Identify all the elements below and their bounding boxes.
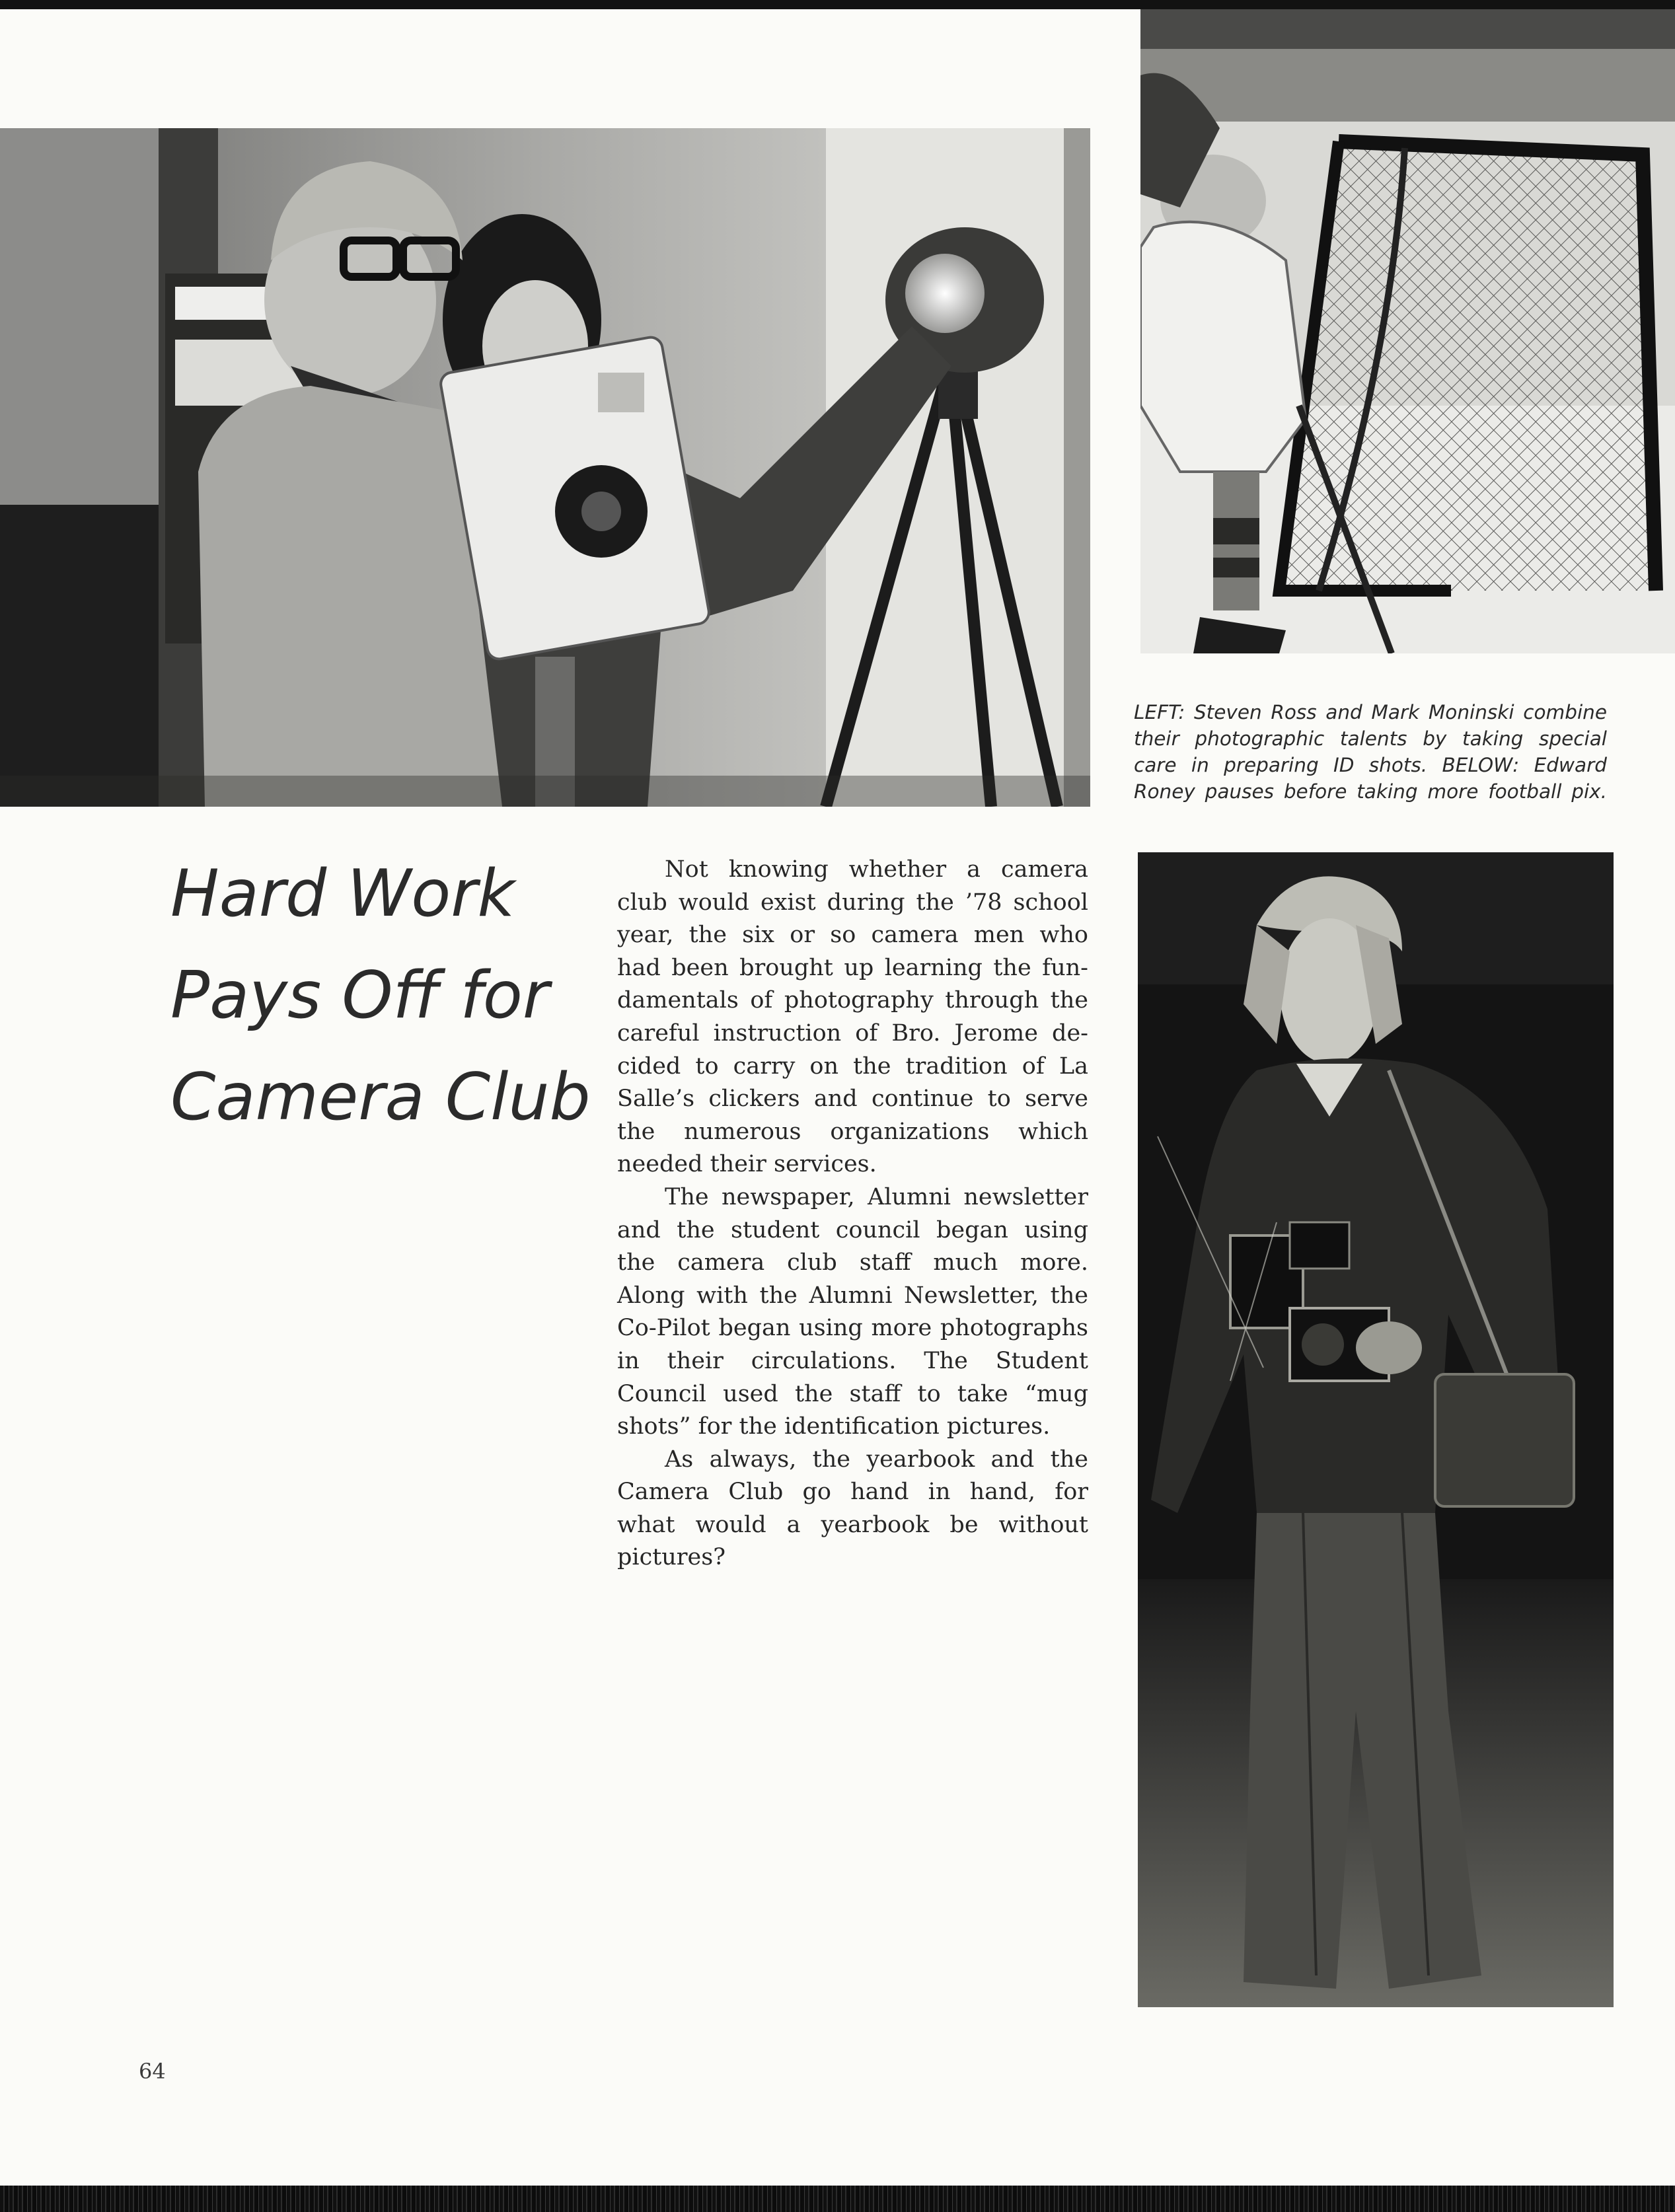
scan-bottom-edge: [0, 2186, 1675, 2212]
headline-line: Pays Off for: [170, 958, 550, 1033]
photo-camera-club-students: [0, 128, 1090, 807]
caption-line: their photographic talents by taking special: [1134, 727, 1607, 750]
page-headline: [170, 843, 593, 1148]
article-line: what would a yearbook be without: [617, 1511, 1088, 1538]
caption-line: LEFT: Steven Ross and Mark Moninski combine: [1134, 701, 1607, 723]
article-line: The newspaper, Alumni newsletter: [665, 1183, 1088, 1210]
article-line: cided to carry on the tradition of La: [617, 1052, 1088, 1080]
photo-hockey-goal-graphic: [1140, 9, 1675, 653]
article-line: had been brought up learning the fun-: [617, 954, 1088, 981]
article-line: year, the six or so camera men who: [617, 922, 1088, 949]
article-paragraph-2: [617, 1181, 1088, 1444]
article-paragraph-3: [617, 1444, 1088, 1574]
article-line: Salle’s clickers and continue to serve: [617, 1086, 1088, 1113]
article-line: As always, the yearbook and the: [665, 1446, 1088, 1473]
article-line: and the student council began using: [617, 1216, 1088, 1243]
caption-line: Roney pauses before taking more football pix.: [1134, 780, 1607, 803]
photo-camera-club-students-graphic: [0, 128, 1090, 807]
scan-top-edge: [0, 0, 1675, 9]
photo-caption: [1134, 699, 1607, 805]
photo-edward-roney: [1138, 852, 1614, 2007]
article-line: Not knowing whether a camera: [665, 856, 1088, 883]
article-paragraph-1: [617, 854, 1088, 1181]
photo-hockey-goal: [1140, 9, 1675, 653]
article-line: Council used the staff to take “mug: [617, 1380, 1088, 1407]
article-line: shots” for the identification pictures.: [617, 1413, 1051, 1440]
photo-edward-roney-graphic: [1138, 852, 1614, 2007]
caption-line: care in preparing ID shots. BELOW: Edward: [1134, 754, 1607, 776]
article-line: club would exist during the ’78 school: [617, 889, 1088, 916]
article-line: in their circulations. The Student: [617, 1347, 1088, 1374]
yearbook-page: [0, 9, 1675, 2186]
article-line: damentals of photography through the: [617, 987, 1088, 1014]
page-number: 64: [139, 2059, 166, 2084]
article-line: the camera club staff much more.: [617, 1249, 1088, 1276]
article-line: careful instruction of Bro. Jerome de-: [617, 1019, 1088, 1047]
article-line: the numerous organizations which: [617, 1118, 1088, 1145]
headline-line: Camera Club: [170, 1060, 591, 1135]
article-body: [617, 854, 1088, 1574]
article-line: Along with the Alumni Newsletter, the: [617, 1282, 1088, 1309]
article-line: Camera Club go hand in hand, for: [617, 1479, 1088, 1506]
article-line: Co-Pilot began using more photographs: [617, 1315, 1088, 1342]
headline-line: Hard Work: [170, 856, 515, 932]
article-line: pictures?: [617, 1544, 726, 1571]
article-line: needed their services.: [617, 1151, 877, 1178]
